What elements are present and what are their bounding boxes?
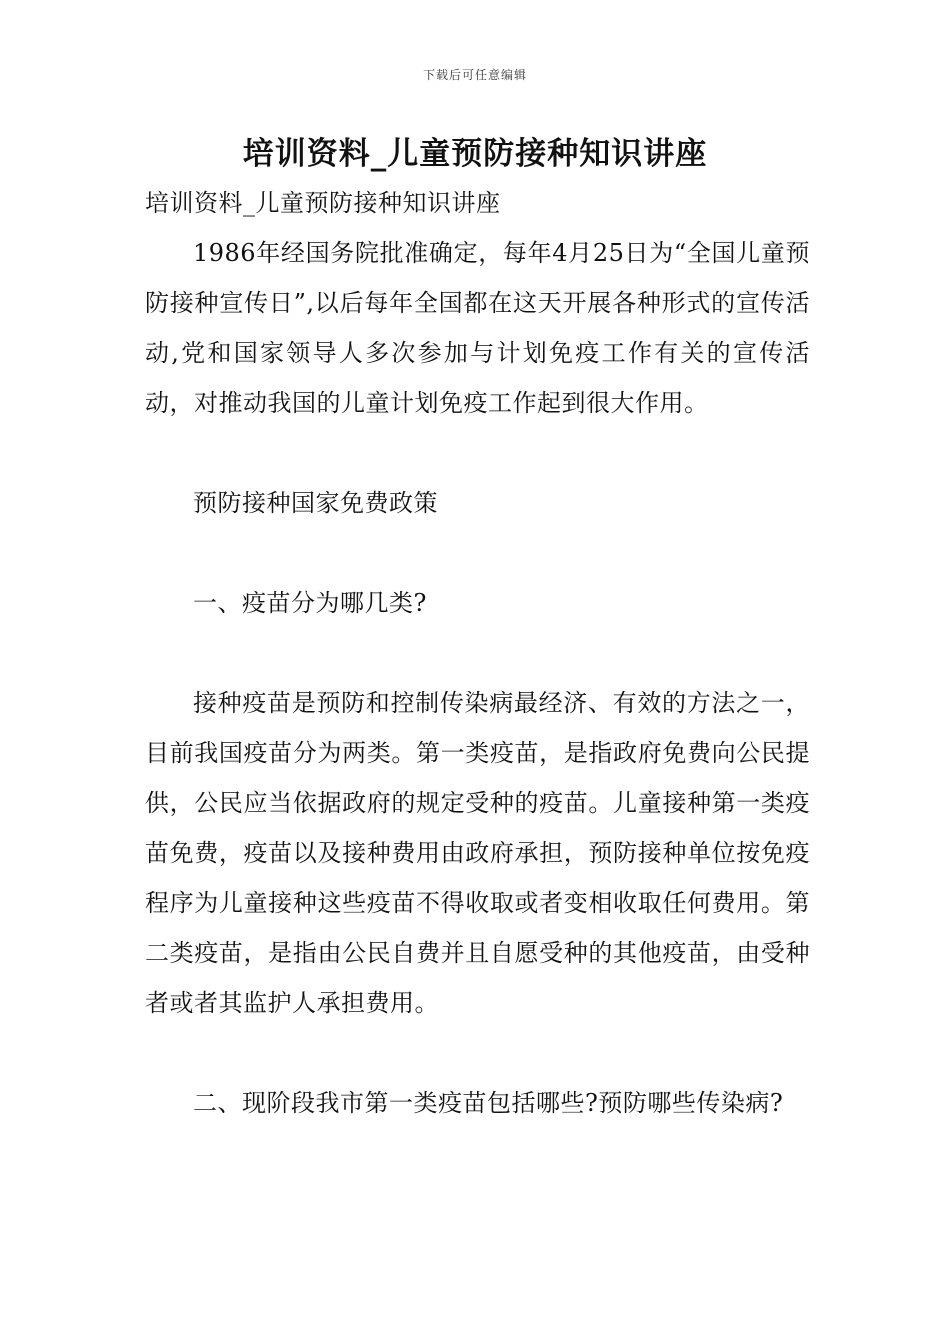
document-body bbox=[145, 178, 810, 1128]
question-1-answer: 接种疫苗是预防和控制传染病最经济、有效的方法之一，目前我国疫苗分为两类。第一类疫苗，是指政府免费向公民提供，公民应当依据政府的规定受种的疫苗。儿童接种第一类疫苗免费，疫苗以及接种费用由政府承担，预防接种单位按免疫程序为儿童接种这些疫苗不得收取或者变相收取任何费用。第二类疫苗，是指由公民自费并且自愿受种的其他疫苗，由受种者或者其监护人承担费用。 bbox=[145, 689, 810, 1017]
policy-heading: 预防接种国家免费政策 bbox=[193, 489, 438, 517]
header-note: 下载后可任意编辑 bbox=[422, 68, 527, 82]
question-2-heading: 二、现阶段我市第一类疫苗包括哪些?预防哪些传染病? bbox=[193, 1089, 784, 1117]
document-title: 培训资料_儿童预防接种知识讲座 bbox=[242, 136, 708, 172]
document-subtitle: 培训资料_儿童预防接种知识讲座 bbox=[145, 189, 501, 217]
intro-paragraph: 1986年经国务院批准确定，每年4月25日为“全国儿童预防接种宣传日”,以后每年全国都在这天开展各种形式的宣传活动,党和国家领导人多次参加与计划免疫工作有关的宣传活动，对推动我国的儿童计划免疫工作起到很大作用。 bbox=[145, 239, 810, 417]
question-1-heading: 一、疫苗分为哪几类? bbox=[193, 589, 427, 617]
